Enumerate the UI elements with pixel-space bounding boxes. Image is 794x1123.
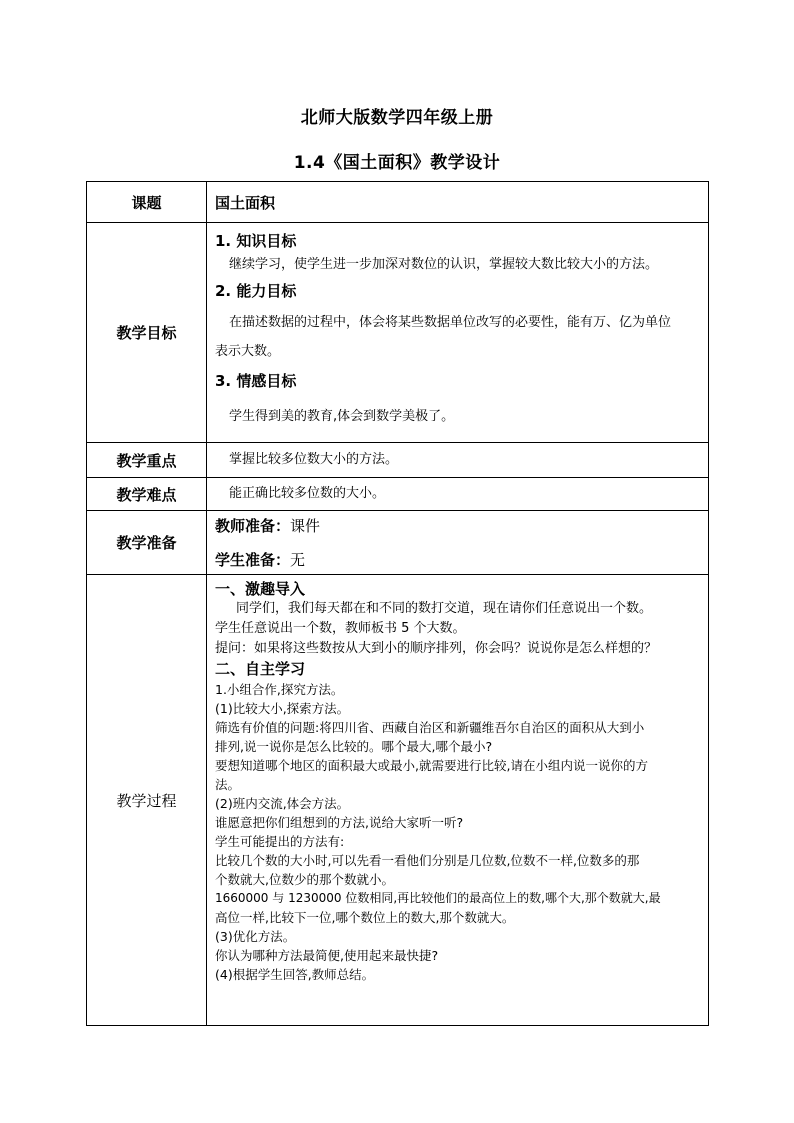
process-line-11: 个数就大,位数少的那个数就小。	[215, 872, 394, 887]
label-preparation: 教学准备	[87, 511, 207, 575]
objective-ability-heading: 2. 能力目标	[215, 282, 297, 300]
document-title: 北师大版数学四年级上册	[300, 108, 494, 128]
process-line-9: 学生可能提出的方法有:	[215, 834, 345, 849]
section-intro-title: 一、激趣导入	[215, 580, 306, 598]
process-line-5: 要想知道哪个地区的面积最大或最小,就需要进行比较,请在小组内说一说你的方	[215, 758, 648, 773]
teacher-preparation	[215, 516, 702, 536]
objective-knowledge-text: 继续学习，使学生进一步加深对数位的认识，掌握较大数比较大小的方法。	[229, 257, 659, 272]
objective-knowledge-heading: 1. 知识目标	[215, 232, 297, 250]
student-preparation-label: 学生准备：	[215, 550, 291, 569]
label-difficulty: 教学难点	[87, 478, 207, 511]
process-line-3: 筛选有价值的问题:将四川省、西藏自治区和新疆维吾尔自治区的面积从大到小	[215, 720, 645, 735]
lesson-plan-table	[86, 181, 709, 1026]
row-objectives	[87, 223, 709, 443]
teacher-preparation-value: 课件	[290, 516, 321, 535]
difficulty-cell	[207, 478, 709, 511]
row-process	[87, 575, 709, 1026]
row-topic	[87, 182, 709, 223]
process-line-2: (1)比较大小,探索方法。	[215, 701, 350, 716]
objective-ability-text-2: 表示大数。	[215, 344, 281, 359]
label-process: 教学过程	[87, 575, 207, 1026]
process-line-8: 谁愿意把你们组想到的方法,说给大家听一听?	[215, 815, 464, 830]
process-line-15: 你认为哪种方法最简便,使用起来最快捷?	[215, 948, 439, 963]
process-line-13: 高位一样,比较下一位,哪个数位上的数大,那个数就大。	[215, 910, 515, 925]
student-preparation	[215, 550, 702, 570]
process-line-4: 排列,说一说你是怎么比较的。哪个最大,哪个最小?	[215, 739, 493, 754]
preparation-cell	[207, 511, 709, 575]
row-preparation	[87, 511, 709, 575]
key-point-text: 掌握比较多位数大小的方法。	[229, 452, 399, 467]
process-line-6: 法。	[215, 777, 241, 792]
process-line-16: (4)根据学生回答,教师总结。	[215, 967, 375, 982]
process-line-14: (3)优化方法。	[215, 929, 296, 944]
label-topic: 课题	[87, 182, 207, 223]
objective-ability-text-1: 在描述数据的过程中，体会将某些数据单位改写的必要性，能有万、亿为单位	[229, 315, 672, 330]
process-cell	[207, 575, 709, 1026]
label-key-point: 教学重点	[87, 443, 207, 478]
intro-text-1: 同学们，我们每天都在和不同的数打交道，现在请你们任意说出一个数。	[236, 601, 653, 616]
key-point-cell	[207, 443, 709, 478]
intro-text-2: 学生任意说出一个数，教师板书 5 个大数。	[215, 621, 466, 636]
objectives-cell	[207, 223, 709, 443]
process-line-12: 1660000 与 1230000 位数相同,再比较他们的最高位上的数,哪个大,那个数就大,最	[215, 891, 661, 905]
objective-emotion-heading: 3. 情感目标	[215, 372, 297, 390]
topic-cell	[207, 182, 709, 223]
row-key-point	[87, 443, 709, 478]
document-subtitle: 1.4《国土面积》教学设计	[293, 153, 501, 173]
section-self-study-title: 二、自主学习	[215, 660, 306, 678]
label-objectives: 教学目标	[87, 223, 207, 443]
objective-emotion-text: 学生得到美的教育,体会到数学美极了。	[229, 409, 455, 424]
process-line-1: 1.小组合作,探究方法。	[215, 682, 344, 697]
student-preparation-value: 无	[290, 550, 306, 569]
process-line-7: (2)班内交流,体会方法。	[215, 796, 350, 811]
process-line-10: 比较几个数的大小时,可以先看一看他们分别是几位数,位数不一样,位数多的那	[215, 853, 640, 868]
difficulty-text: 能正确比较多位数的大小。	[229, 486, 386, 501]
topic-value: 国土面积	[215, 193, 276, 212]
teacher-preparation-label: 教师准备：	[215, 516, 291, 535]
intro-text-3: 提问：如果将这些数按从大到小的顺序排列，你会吗？说说你是怎么样想的？	[215, 641, 658, 656]
row-difficulty	[87, 478, 709, 511]
